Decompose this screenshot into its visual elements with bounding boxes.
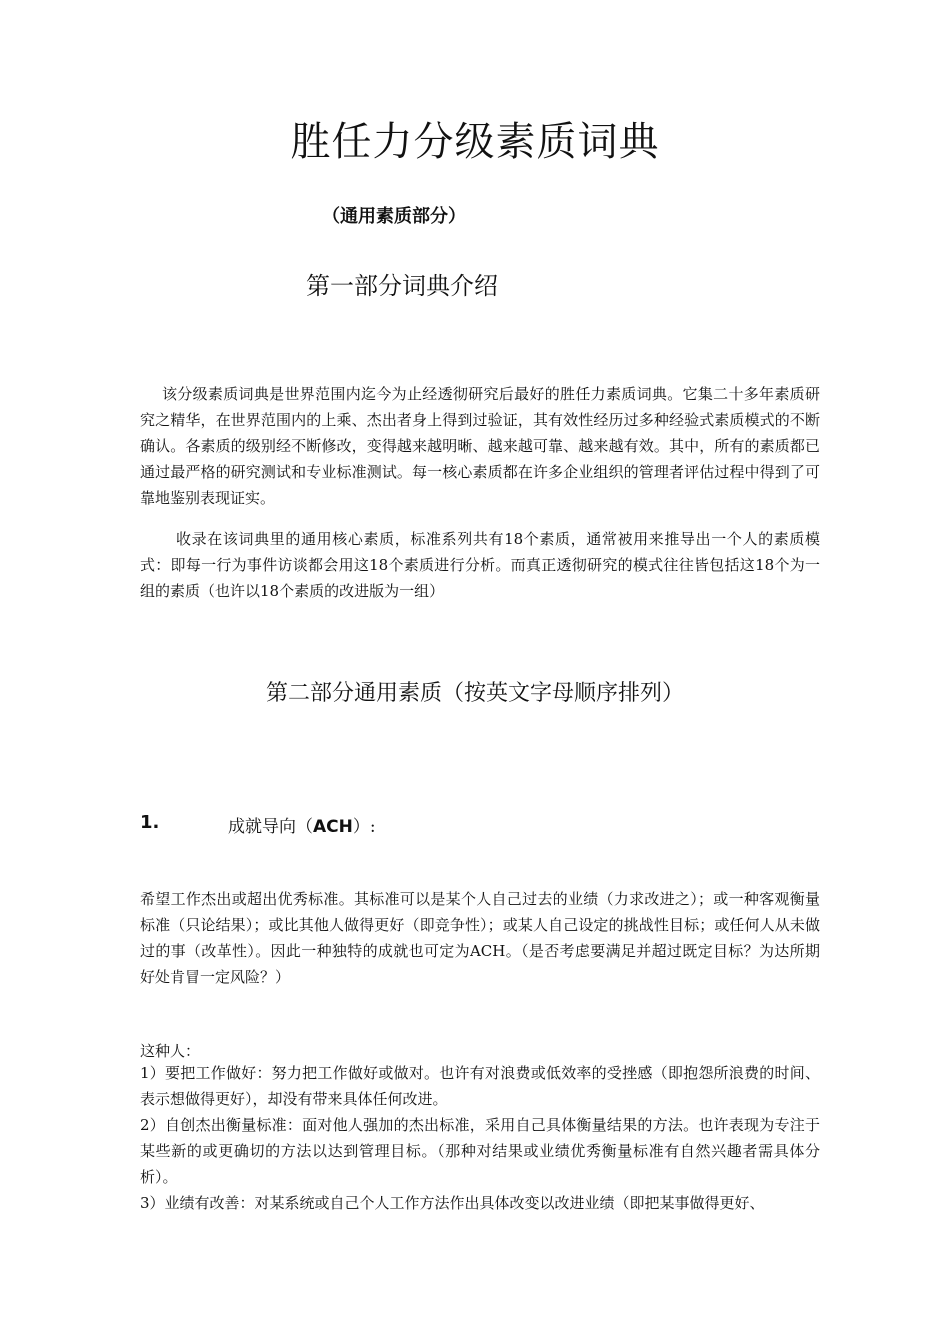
intro-paragraph-2: 收录在该词典里的通用核心素质，标准系列共有18个素质，通常被用来推导出一个人的素质模式：即每一行为事件访谈都会用这18个素质进行分析。而真正透彻研究的模式往往皆包括这18个为一组的素质（也许以18个素质的改进版为一组） bbox=[140, 530, 820, 600]
list-item: 3）业绩有改善：对某系统或自己个人工作方法作出具体改变以改进业绩（即把某事做得更好、 bbox=[140, 1194, 765, 1212]
part2-heading: 第二部分通用素质（按英文字母顺序排列） bbox=[265, 681, 684, 706]
intro-paragraph-1: 该分级素质词典是世界范围内迄今为止经透彻研究后最好的胜任力素质词典。它集二十多年素质研究之精华，在世界范围内的上乘、杰出者身上得到过验证，其有效性经历过多种经验式素质模式的不断确认。各素质的级别经不断修改，变得越来越明晰、越来越可靠、越来越有效。其中，所有的素质都已通过最严格的研究测试和专业标准测试。每一核心素质都在许多企业组织的管理者评估过程中得到了可靠地鉴别表现证实。 bbox=[140, 385, 820, 507]
document-title: 胜任力分级素质词典 bbox=[290, 119, 660, 165]
section-title-suffix: ）: bbox=[352, 817, 376, 837]
section-number: 1. bbox=[140, 812, 160, 833]
section-title bbox=[228, 812, 376, 837]
list-item: 2）自创杰出衡量标准：面对他人强加的杰出标准，采用自己具体衡量结果的方法。也许表现为专注于某些新的或更确切的方法以达到管理目标。（那种对结果或业绩优秀衡量标准有自然兴趣者需具体分析）。 bbox=[140, 1116, 820, 1186]
ach-definition: 希望工作杰出或超出优秀标准。其标准可以是某个人自己过去的业绩（力求改进之）；或一种客观衡量标准（只论结果）；或比其他人做得更好（即竞争性）；或某人自己设定的挑战性目标；或任何人从未做过的事（改革性）。因此一种独特的成就也可定为ACH。（是否考虑要满足并超过既定目标？为达所期好处肯冒一定风险？） bbox=[140, 890, 820, 986]
section-title-code: ACH bbox=[313, 817, 353, 837]
list-lead: 这种人： bbox=[140, 1042, 201, 1060]
section-title-prefix: 成就导向（ bbox=[228, 817, 313, 837]
list-item: 1）要把工作做好：努力把工作做好或做对。也许有对浪费或低效率的受挫感（即抱怨所浪费的时间、表示想做得更好），却没有带来具体任何改进。 bbox=[140, 1064, 820, 1108]
document-subtitle: （通用素质部分） bbox=[322, 206, 466, 227]
part1-heading: 第一部分词典介绍 bbox=[306, 272, 498, 300]
